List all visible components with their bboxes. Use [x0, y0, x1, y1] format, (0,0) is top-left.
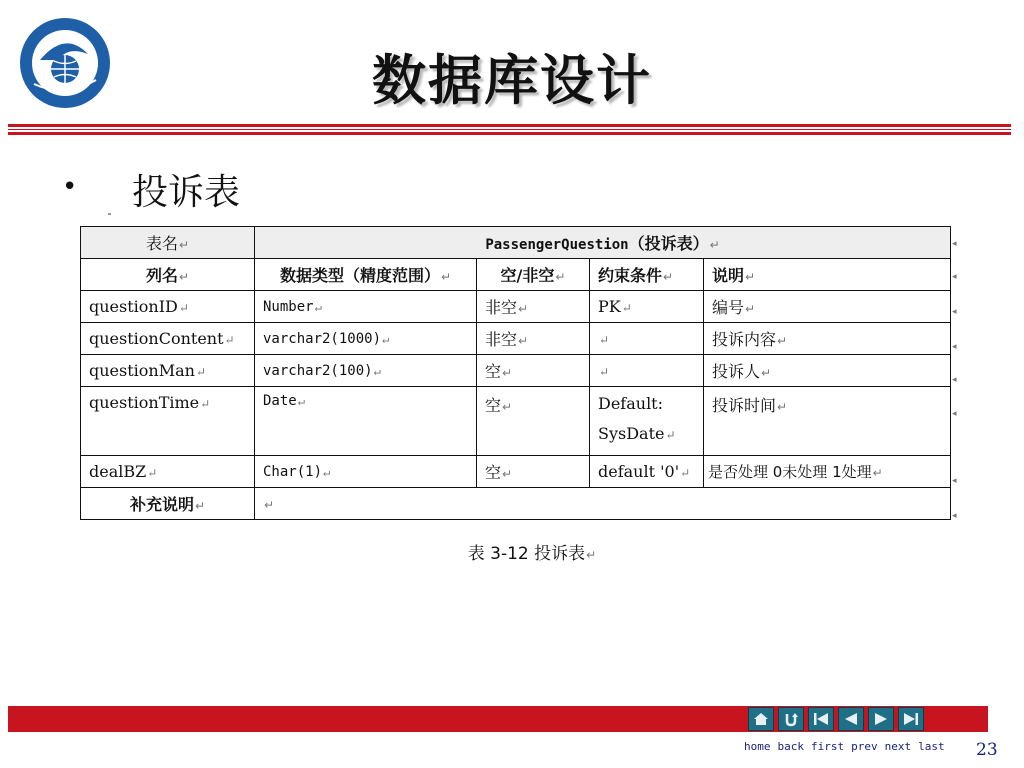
cell-description: 编号↵: [704, 291, 951, 323]
cell-column-name: dealBZ↵: [81, 456, 255, 488]
cell-description: 投诉内容↵: [704, 323, 951, 355]
row-end-mark: ◂: [952, 511, 957, 521]
cell-nullable: 非空↵: [477, 323, 590, 355]
cell-data-type: varchar2(100)↵: [255, 355, 477, 387]
cell-nullable: 空↵: [477, 387, 590, 456]
nav-label-home[interactable]: home: [744, 740, 771, 753]
nav-label-last[interactable]: last: [918, 740, 945, 753]
table-name-value: PassengerQuestion（投诉表）↵: [255, 227, 951, 259]
nav-label-next[interactable]: next: [884, 740, 912, 753]
row-end-mark: ◂: [952, 307, 957, 317]
table-name-row: [81, 227, 951, 259]
row-end-mark: ◂: [952, 375, 957, 385]
cell-data-type: varchar2(1000)↵: [255, 323, 477, 355]
row-end-mark: ◂: [952, 272, 957, 282]
cell-constraint: ↵: [590, 323, 704, 355]
row-end-mark: ◂: [952, 239, 957, 249]
cell-column-name: questionContent↵: [81, 323, 255, 355]
cell-nullable: 空↵: [477, 456, 590, 488]
first-icon[interactable]: [808, 707, 834, 731]
cell-constraint: ↵: [590, 355, 704, 387]
cell-nullable: 空↵: [477, 355, 590, 387]
table-row: [81, 456, 951, 488]
title-rule-top: [8, 124, 1011, 127]
cell-constraint: Default: SysDate↵: [590, 387, 704, 456]
title-rule-middle: [8, 129, 1011, 130]
next-icon[interactable]: [868, 707, 894, 731]
cell-data-type: Char(1)↵: [255, 456, 477, 488]
table-caption: 表 3-12 投诉表↵: [467, 544, 597, 564]
nav-labels: [744, 740, 945, 753]
bullet-symbol: •: [62, 172, 78, 202]
row-end-mark: ◂: [952, 409, 957, 419]
cell-description: 投诉时间↵: [704, 387, 951, 456]
cell-constraint: default '0'↵: [590, 456, 704, 488]
nav-label-first[interactable]: first: [811, 740, 845, 753]
notes-label: 补充说明↵: [81, 488, 255, 520]
table-row: [81, 323, 951, 355]
table-name-label: 表名↵: [81, 227, 255, 259]
row-end-mark: ◂: [952, 342, 957, 352]
cell-column-name: questionTime↵: [81, 387, 255, 456]
cell-column-name: questionMan↵: [81, 355, 255, 387]
row-end-mark: ◂: [952, 476, 957, 486]
table-row: [81, 291, 951, 323]
header-nullable: 空/非空↵: [477, 259, 590, 291]
header-constraint: 约束条件↵: [590, 259, 704, 291]
header-column-name: 列名↵: [81, 259, 255, 291]
nav-label-back[interactable]: back: [777, 740, 804, 753]
stray-mark: [108, 213, 111, 215]
notes-row: [81, 488, 951, 520]
complaint-table: [80, 226, 951, 520]
back-icon[interactable]: [778, 707, 804, 731]
cell-description: 投诉人↵: [704, 355, 951, 387]
cell-data-type: Number↵: [255, 291, 477, 323]
cell-column-name: questionID↵: [81, 291, 255, 323]
title-rule-bottom: [8, 132, 1011, 135]
page-title: 数据库设计: [372, 48, 652, 112]
cell-constraint: PK↵: [590, 291, 704, 323]
cell-description: 是否处理 0未处理 1处理↵: [704, 456, 951, 488]
cell-data-type: Date↵: [255, 387, 477, 456]
table-row: [81, 355, 951, 387]
page-number: 23: [976, 740, 998, 760]
notes-value: ↵: [255, 488, 951, 520]
nav-buttons: [748, 707, 924, 731]
header-row: [81, 259, 951, 291]
nav-label-prev[interactable]: prev: [851, 740, 878, 753]
table-row: [81, 387, 951, 456]
header-description: 说明↵: [704, 259, 951, 291]
cell-nullable: 非空↵: [477, 291, 590, 323]
last-icon[interactable]: [898, 707, 924, 731]
prev-icon[interactable]: [838, 707, 864, 731]
header-data-type: 数据类型（精度范围）↵: [255, 259, 477, 291]
bullet-text: 投诉表: [132, 172, 241, 213]
home-icon[interactable]: [748, 707, 774, 731]
